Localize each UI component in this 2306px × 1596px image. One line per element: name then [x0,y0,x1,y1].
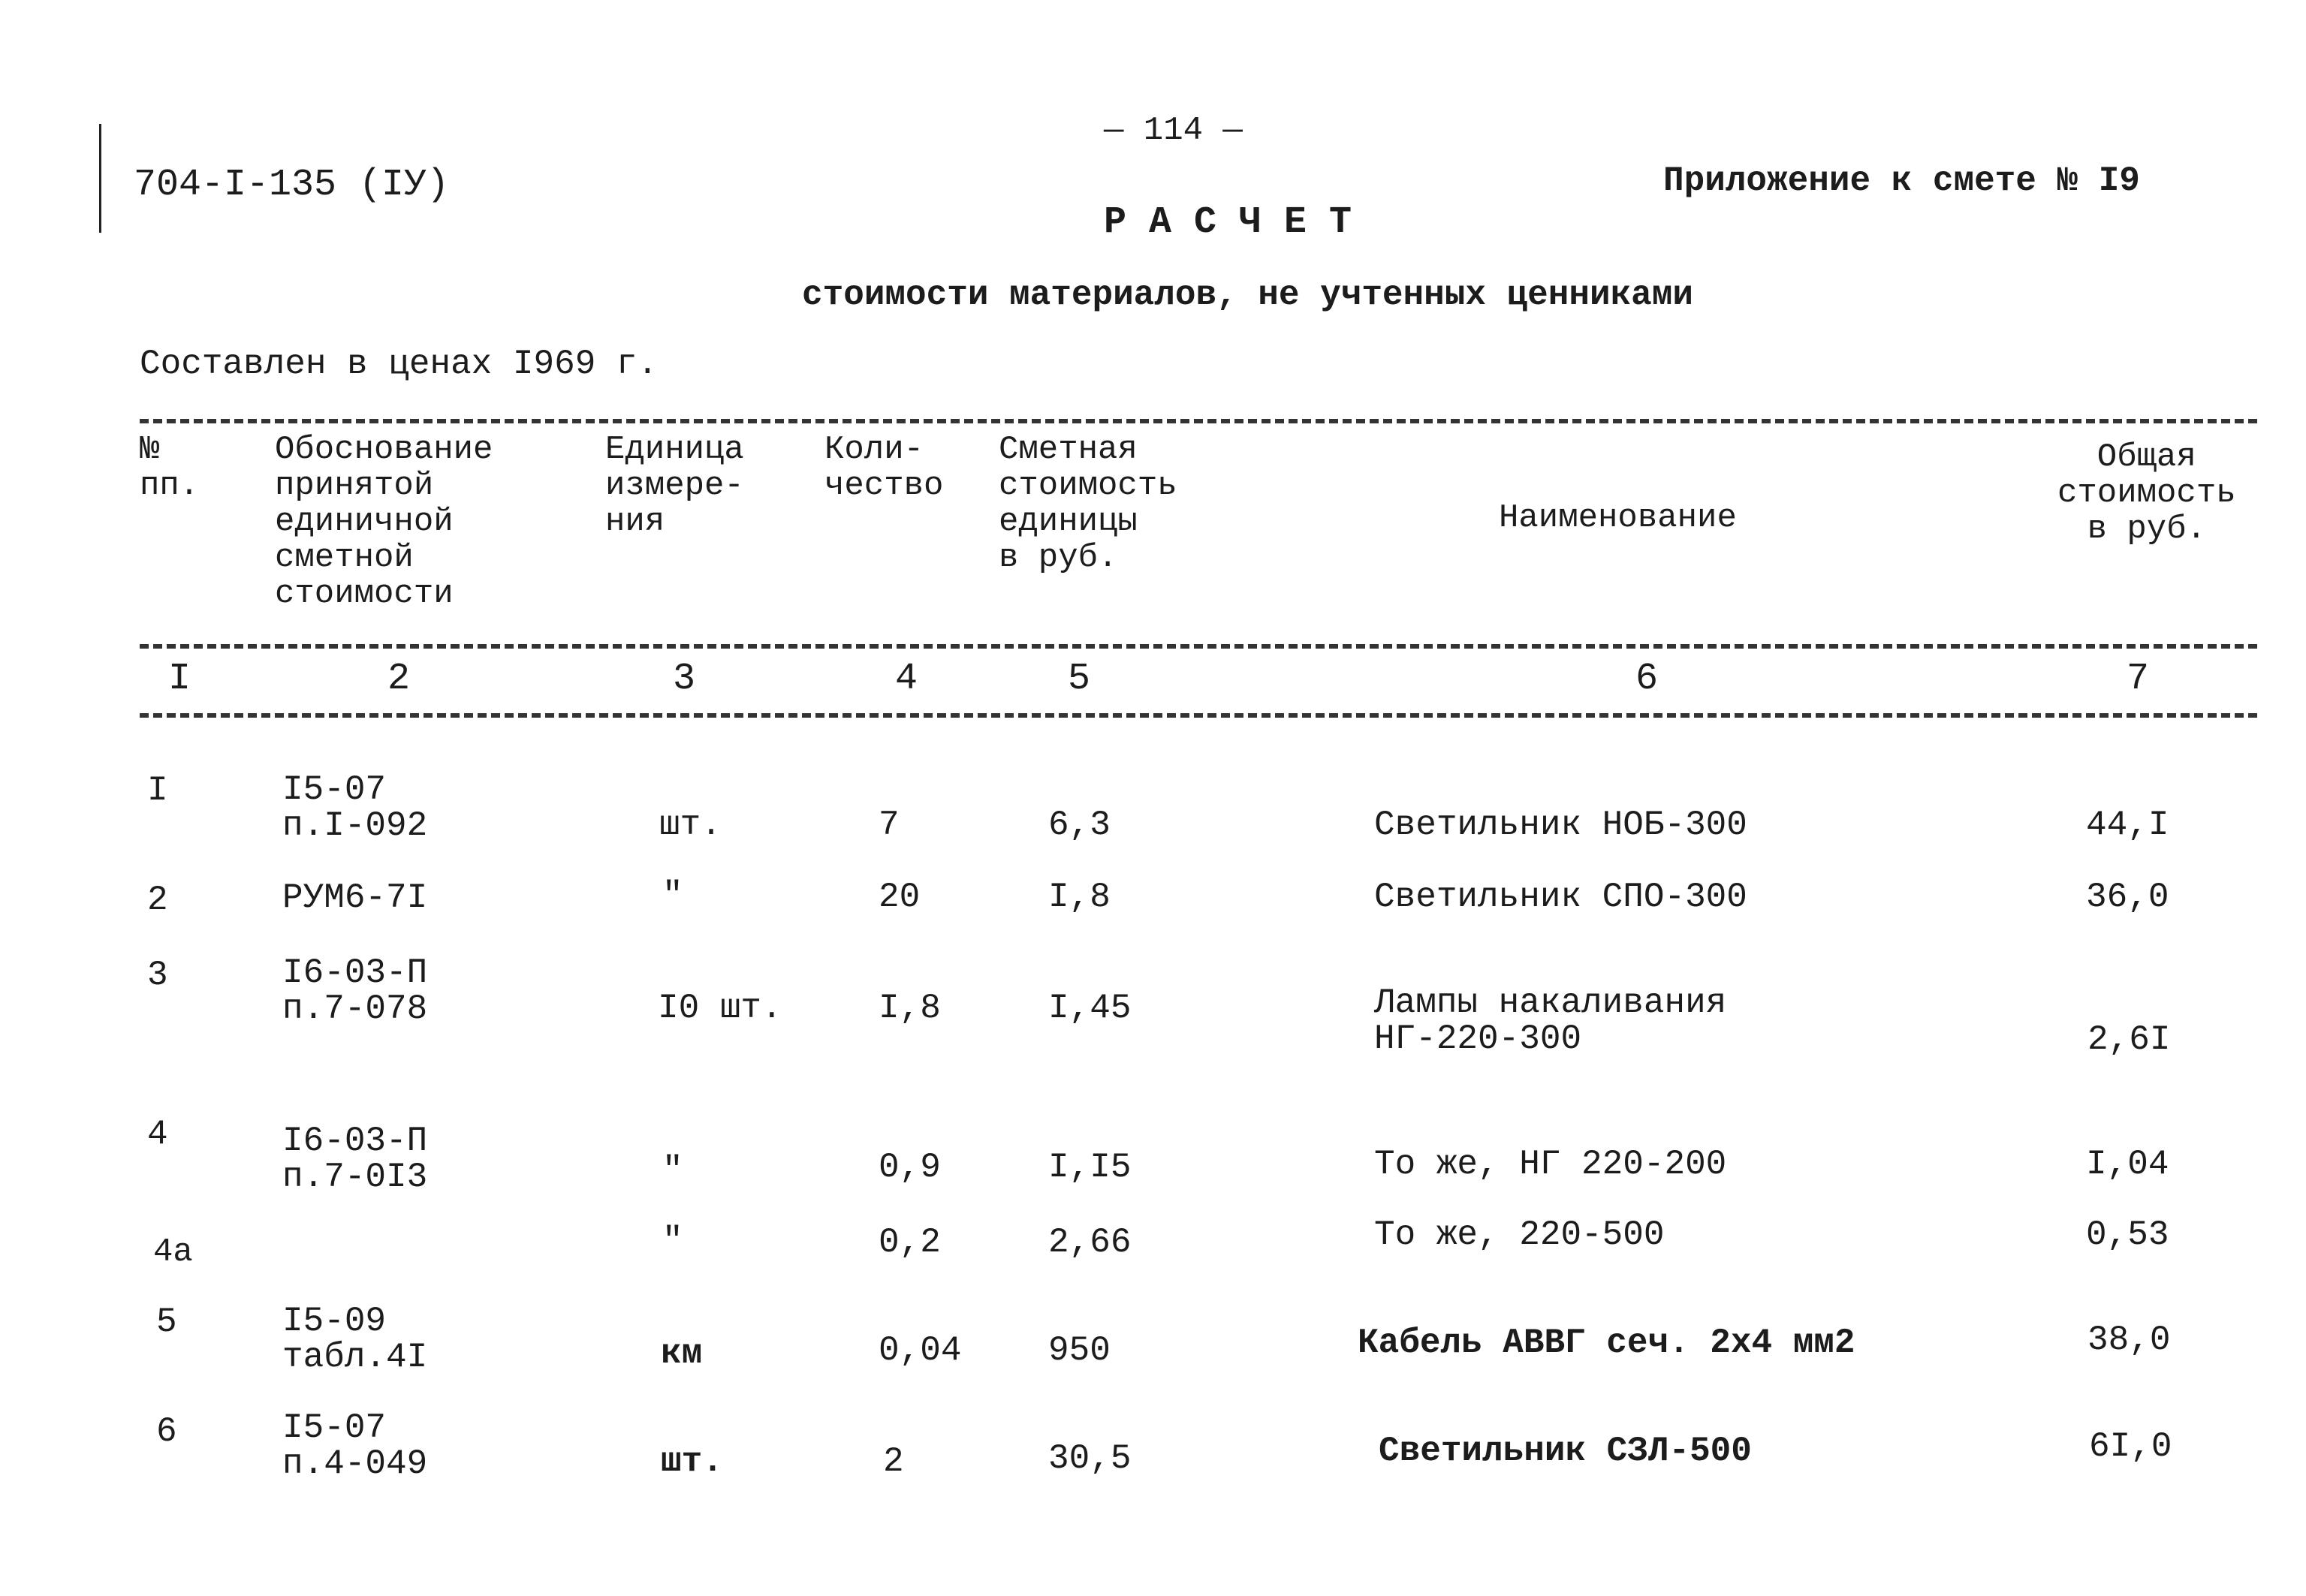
row-number: 2 [147,881,168,920]
row-basis: I6-03-П п.7-0I3 [282,1122,428,1197]
column-numbers-rule [140,713,2257,718]
header-col-quantity: Коли- чество [824,431,944,504]
row-total: 2,6I [2087,1020,2171,1059]
row-total: 6I,0 [2089,1427,2172,1466]
row-quantity: 7 [879,806,900,845]
row-basis: РУМ6-7I [282,878,428,917]
column-number: 3 [673,658,696,700]
document-subtitle: стоимости материалов, не учтенных ценниками [802,276,1693,315]
row-number: 6 [156,1412,177,1451]
appendix-label: Приложение к смете № I9 [1663,161,2140,200]
row-basis: I5-09 табл.4I [282,1302,428,1377]
row-quantity: 20 [879,878,921,917]
row-name: Светильник СЗЛ-500 [1379,1432,1752,1471]
prices-note: Составлен в ценах I969 г. [140,345,659,384]
row-number: 5 [156,1302,177,1342]
row-quantity: 0,9 [879,1148,941,1187]
row-total: 38,0 [2087,1320,2171,1360]
row-number: 3 [147,956,168,995]
row-quantity: 2 [883,1442,904,1481]
row-unit: км [661,1334,703,1373]
row-unit-cost: 6,3 [1048,806,1111,845]
header-col-unit: Единица измере- ния [605,431,744,541]
row-unit: " [662,1221,683,1260]
table-top-rule [140,419,2257,423]
row-quantity: I,8 [879,989,941,1028]
row-name: Светильник СПО-300 [1374,878,1747,917]
row-name: Лампы накаливания НГ-220-300 [1374,983,1727,1058]
row-unit: " [662,876,683,915]
row-number: I [147,771,168,810]
column-number: 5 [1068,658,1091,700]
row-quantity: 0,04 [879,1331,962,1370]
row-total: 36,0 [2086,878,2169,917]
column-number: I [168,658,191,700]
header-col-basis: Обоснование принятой единичной сметной стоимости [275,431,493,613]
column-number: 4 [895,658,918,700]
row-basis: I5-07 п.I-092 [282,770,428,845]
header-col-number: № пп. [140,431,200,504]
row-unit: шт. [659,806,722,845]
page-number: — 114 — [1104,112,1243,149]
row-name: То же, 220-500 [1374,1215,1665,1254]
header-col-unit-cost: Сметная стоимость единицы в руб. [999,431,1177,577]
row-number: 4а [153,1233,193,1271]
row-name: То же, НГ 220-200 [1374,1145,1727,1184]
column-number: 7 [2127,658,2150,700]
row-name: Светильник НОБ-300 [1374,806,1747,845]
document-code: 704-I-135 (IУ) [134,164,450,206]
row-unit-cost: 2,66 [1048,1223,1132,1262]
header-col-total: Общая стоимость в руб. [2057,438,2236,548]
row-unit-cost: I,I5 [1048,1148,1132,1187]
column-number: 2 [387,658,411,700]
row-quantity: 0,2 [879,1223,941,1262]
column-number: 6 [1635,658,1659,700]
row-unit-cost: 950 [1048,1331,1111,1370]
header-col-name: Наименование [1499,499,1737,537]
row-basis: I6-03-П п.7-078 [282,953,428,1028]
row-name: Кабель АВВГ сеч. 2х4 мм2 [1358,1323,1855,1363]
row-basis: I5-07 п.4-049 [282,1408,428,1483]
row-number: 4 [147,1115,168,1154]
row-unit: " [662,1151,683,1190]
header-bottom-rule [140,644,2257,649]
document-title: Р А С Ч Е Т [1104,201,1352,244]
row-unit-cost: I,45 [1048,989,1132,1028]
margin-line [99,124,101,233]
row-total: 0,53 [2086,1215,2169,1254]
row-unit-cost: I,8 [1048,878,1111,917]
row-unit: I0 шт. [658,989,782,1028]
row-total: 44,I [2086,806,2169,845]
row-total: I,04 [2086,1145,2169,1184]
row-unit: шт. [661,1442,723,1481]
row-unit-cost: 30,5 [1048,1439,1132,1478]
